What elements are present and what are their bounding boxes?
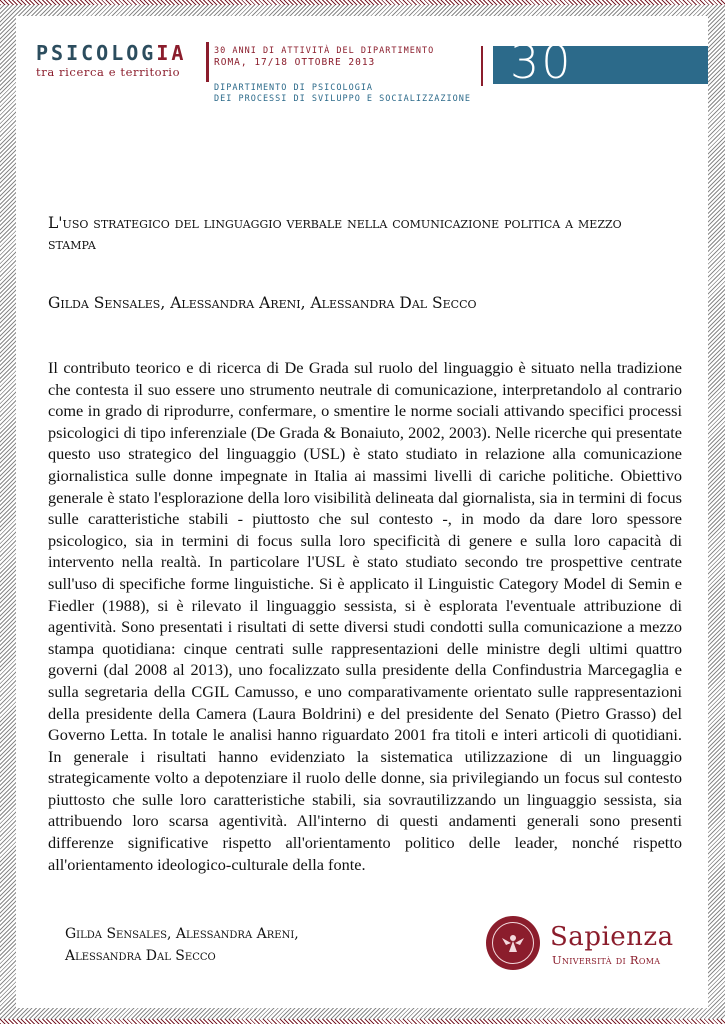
angel-emblem-icon bbox=[500, 930, 526, 956]
article-title: L'uso strategico del linguaggio verbale nella comunicazione politica a mezzo stampa bbox=[48, 214, 622, 253]
event-date: ROMA, 17/18 OTTOBRE 2013 bbox=[214, 57, 376, 68]
brand-title bbox=[36, 42, 186, 64]
event-info bbox=[214, 46, 434, 68]
abstract-text: Il contributo teorico e di ricerca di De Grada sul ruolo del linguaggio è situato nella tradizione che contesta il suo essere uno strumento neutrale di comunicazione, interpretandolo al contrario come in grado di riprodurre, confermare, o smentire le norme sociali attivando specifici processi psicologici di tipo inferenziale (De Grada & Bonaiuto, 2002, 2003). Nelle ricerche qui presentate questo uso strategico del linguaggio (USL) è stato studiato in relazione alla comunicazione giornalistica sulle donne impegnate in Italia ai massimi livelli di cariche politiche. Obiettivo generale è stato l'esplorazione della loro visibilità delineata dal giornalista, sia in termini di focus sulle caratteristiche stabili - piuttosto che sul contesto -, in modo da dare loro spessore psicologico, sia in termini di focus sulla loro specificità di genere e sulla loro capacità di intervento nella realtà. In particolare l'USL è stato studiato secondo tre prospettive centrate sull'uso di specifiche forme linguistiche. Si è applicato il Linguistic Category Model di Semin e Fiedler (1988), si è rilevato il linguaggio sessista, si è esplorata l'eventuale attribuzione di agentività. Sono presentati i risultati di sette diversi studi condotti sulla comunicazione a mezzo stampa quotidiana: cinque centrati sulle rappresentazioni delle ministre degli ultimi quattro governi (dal 2008 al 2013), uno focalizzato sulla presidente della Confindustria Marcegaglia e sulla segretaria della CGIL Camusso, e uno comparativamente orientato sulle rappresentazioni della presidente della Camera (Laura Boldrini) e del presidente del Senato (Pietro Grasso) del Governo Letta. In totale le analisi hanno riguardato 2001 fra titoli e interi articoli di quotidiani. In generale i risultati hanno evidenziato la sistematica utilizzazione di un linguaggio strategicamente volto a depotenziare il ruolo delle donne, sia privilegiando un focus sul contesto piuttosto che sulle loro caratteristiche stabili, sia sovrautilizzando un linguaggio sessista, sia attribuendo loro scarsa agentività. All'interno di questi andamenti generali sono presenti differenze significative rispetto all'orientamento politico delle leader, nonché rispetto all'orientamento ideologico-culturale della fonte. bbox=[48, 358, 682, 874]
dept-line-2: DEI PROCESSI DI SVILUPPO E SOCIALIZZAZIONE bbox=[214, 94, 471, 104]
brand-block bbox=[36, 42, 186, 79]
header-divider bbox=[206, 42, 209, 82]
footer-authors-line-1: Gilda Sensales, Alessandra Areni, bbox=[65, 926, 299, 942]
dept-line-1: DIPARTIMENTO DI PSICOLOGIA bbox=[214, 83, 374, 93]
seal-ring bbox=[492, 922, 534, 964]
brand-title-accent: IA bbox=[156, 41, 187, 65]
footer-authors bbox=[65, 923, 299, 967]
university-name: Sapienza bbox=[550, 922, 674, 952]
page bbox=[16, 16, 708, 1008]
badge-divider bbox=[481, 46, 483, 86]
university-subtitle: Università di Roma bbox=[552, 953, 661, 967]
anniversary-line: 30 ANNI DI ATTIVITÀ DEL DIPARTIMENTO bbox=[214, 46, 435, 56]
university-seal-icon bbox=[486, 916, 540, 970]
footer-authors-line-2: Alessandra Dal Secco bbox=[65, 948, 216, 964]
anniversary-number: 30 bbox=[510, 35, 573, 89]
article-authors: Gilda Sensales, Alessandra Areni, Alessandra Dal Secco bbox=[48, 294, 477, 312]
brand-subtitle: tra ricerca e territorio bbox=[36, 65, 181, 79]
brand-title-main: PSICOLOG bbox=[36, 41, 157, 65]
department-info bbox=[214, 83, 471, 105]
